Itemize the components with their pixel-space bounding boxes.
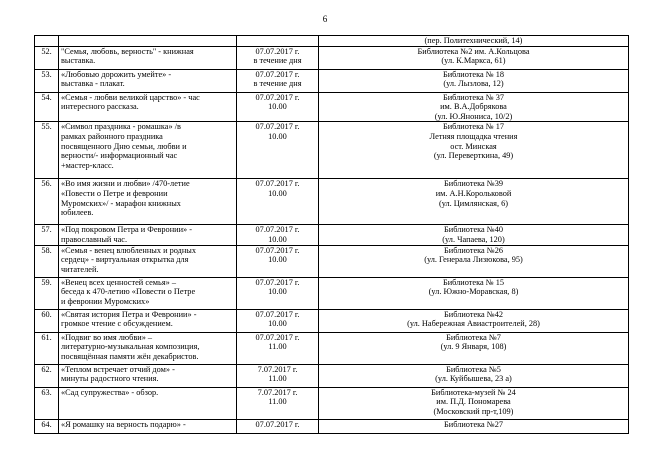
place-cell: [319, 36, 629, 47]
date-line: 07.07.2017 г.: [255, 46, 300, 56]
table-row: [35, 277, 629, 309]
event-line: посвященного Дню семьи, любви и: [61, 141, 187, 151]
row-number-cell: [35, 122, 59, 179]
event-line: литературно-музыкальная композиция,: [61, 342, 200, 352]
table-row: [35, 419, 629, 433]
row-number-cell: [35, 332, 59, 364]
date-cell: [237, 309, 319, 332]
place-line: (ул. 9 Января, 108): [440, 342, 507, 352]
date-cell: [237, 245, 319, 277]
date-cell: [237, 92, 319, 122]
event-line: «Семья - любви великой царство» - час: [61, 92, 200, 102]
event-line: и февронии Муромских»: [61, 296, 150, 306]
row-number-cell: [35, 179, 59, 225]
place-line: Библиотека №39: [443, 179, 504, 189]
date-line: 10.00: [268, 102, 287, 112]
row-number-cell: [35, 364, 59, 387]
event-line: +мастер-класс.: [61, 160, 114, 170]
date-line: в течение дня: [253, 79, 302, 89]
place-cell: [319, 309, 629, 332]
date-line: 7.07.2017 г.: [257, 364, 298, 374]
place-line: Библиотека № 15: [442, 277, 505, 287]
date-cell: [237, 179, 319, 225]
event-line: Муромских»/ - марафон книжных: [61, 198, 181, 208]
event-cell: [59, 419, 237, 433]
table-row: [35, 69, 629, 92]
event-line: посвящённая памяти жён декабристов.: [61, 351, 199, 361]
place-line: (ул. Переверткина, 49): [433, 151, 514, 161]
row-number: 63.: [41, 387, 52, 397]
row-number-cell: [35, 46, 59, 69]
event-line: минуты радостного чтения.: [61, 374, 159, 384]
event-cell: [59, 225, 237, 245]
table-row: [35, 179, 629, 225]
event-line: «Теплом встречает отчий дом» -: [61, 364, 175, 374]
table-row: [35, 122, 629, 179]
place-cell: [319, 277, 629, 309]
row-number-cell: [35, 245, 59, 277]
event-line: «Семья - венец влюбленных и родных: [61, 245, 197, 255]
date-line: 10.00: [268, 188, 287, 198]
event-cell: [59, 332, 237, 364]
event-line: выставка - плакат.: [61, 79, 125, 89]
row-number: 59.: [41, 277, 52, 287]
date-cell: [237, 46, 319, 69]
event-line: громкое чтение с обсуждением.: [61, 319, 173, 329]
event-line: «Венец всех ценностей семья» –: [61, 277, 177, 287]
event-cell: [59, 122, 237, 179]
place-cell: [319, 419, 629, 433]
event-line: «Я ромашку на верность подарю» -: [61, 419, 186, 429]
place-line: им. П.Д. Пономарева: [436, 397, 511, 407]
table-row: [35, 245, 629, 277]
event-line: верности/- информационный час: [61, 151, 178, 161]
place-line: ост. Минская: [450, 141, 497, 151]
event-line: «Любовью дорожить умейте» -: [61, 69, 172, 79]
event-line: рамках районного праздника: [61, 131, 163, 141]
date-line: в течение дня: [253, 56, 302, 66]
place-line: (ул. Чапаева, 120): [442, 234, 505, 244]
date-line: 07.07.2017 г.: [255, 225, 300, 235]
row-number: 55.: [41, 122, 52, 132]
place-line: Библиотека №26: [443, 245, 504, 255]
event-line: выставка.: [61, 56, 96, 66]
date-line: 07.07.2017 г.: [255, 245, 300, 255]
place-cell: [319, 179, 629, 225]
row-number: 57.: [41, 225, 52, 235]
place-line: Библиотека №5: [446, 364, 501, 374]
table-row: [35, 225, 629, 245]
place-line: (ул. Генерала Лизюкова, 95): [424, 255, 523, 265]
table-row: [35, 364, 629, 387]
date-line: 10.00: [268, 131, 287, 141]
event-cell: [59, 277, 237, 309]
place-line: (ул. Южно-Моравская, 8): [428, 287, 519, 297]
event-line: беседа к 470-летию «Повести о Петре: [61, 287, 196, 297]
place-cell: [319, 92, 629, 122]
date-cell: [237, 332, 319, 364]
row-number: 60.: [41, 309, 52, 319]
place-line: (ул. К.Маркса, 61): [441, 56, 506, 66]
date-line: 07.07.2017 г.: [255, 309, 300, 319]
event-cell: [59, 245, 237, 277]
row-number-cell: [35, 92, 59, 122]
event-cell: [59, 69, 237, 92]
date-line: 07.07.2017 г.: [255, 122, 300, 132]
date-line: 07.07.2017 г.: [255, 69, 300, 79]
event-line: «Во имя жизни и любви» /470-летие: [61, 179, 190, 189]
date-line: 07.07.2017 г.: [255, 419, 300, 429]
table-row: [35, 309, 629, 332]
date-cell: [237, 387, 319, 419]
row-number: 58.: [41, 245, 52, 255]
table-row: [35, 46, 629, 69]
event-cell: [59, 387, 237, 419]
row-number: 56.: [41, 179, 52, 189]
row-number: 64.: [41, 419, 52, 429]
place-line: Библиотека № 18: [442, 69, 505, 79]
event-line: "Семья, любовь, верность" - книжная: [61, 46, 194, 56]
date-line: 11.00: [268, 374, 287, 384]
date-cell: [237, 69, 319, 92]
place-cell: [319, 69, 629, 92]
place-line: Библиотека № 37: [442, 92, 505, 102]
table-row: [35, 36, 629, 47]
event-cell: [59, 92, 237, 122]
date-line: 07.07.2017 г.: [255, 332, 300, 342]
page-number: 6: [322, 14, 328, 24]
place-line: (ул. Лызлова, 12): [443, 79, 504, 89]
place-line: (ул. Набережная Авиастроителей, 28): [407, 319, 540, 329]
place-line: им. А.Н.Корольковой: [435, 188, 512, 198]
table-row: [35, 92, 629, 122]
place-cell: [319, 245, 629, 277]
row-number: 62.: [41, 364, 52, 374]
date-line: 07.07.2017 г.: [255, 277, 300, 287]
date-line: 07.07.2017 г.: [255, 92, 300, 102]
place-line: Библиотека №7: [446, 332, 501, 342]
place-line: Библиотека №2 им. А.Кольцова: [417, 46, 530, 56]
place-line: Библиотека №42: [443, 309, 504, 319]
event-line: «Сад супружества» - обзор.: [61, 387, 159, 397]
event-line: православный час.: [61, 234, 128, 244]
row-number: 61.: [41, 332, 52, 342]
date-line: 7.07.2017 г.: [257, 387, 298, 397]
date-cell: [237, 364, 319, 387]
place-cell: [319, 364, 629, 387]
date-cell: [237, 225, 319, 245]
place-line: (пер. Политехнический, 14): [424, 36, 523, 45]
place-cell: [319, 46, 629, 69]
place-line: Летняя площадка чтения: [429, 131, 518, 141]
place-line: (ул. Куйбышева, 23 а): [435, 374, 512, 384]
event-line: «Подвиг во имя любви» –: [61, 332, 153, 342]
date-line: 10.00: [268, 255, 287, 265]
place-line: Библиотека № 17: [442, 122, 505, 132]
date-line: 11.00: [268, 342, 287, 352]
date-line: 11.00: [268, 397, 287, 407]
table-row: [35, 387, 629, 419]
date-cell: [237, 277, 319, 309]
event-line: «Повести о Петре и февронии: [61, 188, 168, 198]
place-line: (Московский пр-т,109): [433, 406, 514, 416]
row-number-cell: [35, 36, 59, 47]
date-line: 10.00: [268, 287, 287, 297]
date-cell: [237, 419, 319, 433]
date-line: 10.00: [268, 234, 287, 244]
events-table-body: [35, 36, 629, 434]
place-line: им. В.А.Добрякова: [440, 102, 507, 112]
place-cell: [319, 387, 629, 419]
events-table: [34, 35, 629, 434]
date-line: 10.00: [268, 319, 287, 329]
event-line: интересного рассказа.: [61, 102, 139, 112]
place-cell: [319, 332, 629, 364]
place-line: (ул. Ю.Янониса, 10/2): [434, 111, 513, 121]
place-line: Библиотека-музей № 24: [431, 387, 516, 397]
event-line: сердец» - виртуальная открытка для: [61, 255, 189, 265]
event-line: юбилеев.: [61, 208, 94, 218]
row-number: 52.: [41, 46, 52, 56]
place-cell: [319, 225, 629, 245]
row-number-cell: [35, 419, 59, 433]
event-line: «Под покровом Петра и Февронии» -: [61, 225, 193, 235]
row-number-cell: [35, 277, 59, 309]
date-line: 07.07.2017 г.: [255, 179, 300, 189]
event-line: «Символ праздника - ромашка» /в: [61, 122, 181, 132]
event-cell: [59, 179, 237, 225]
event-cell: [59, 309, 237, 332]
row-number-cell: [35, 69, 59, 92]
place-line: (ул. Цимлянская, 6): [438, 198, 509, 208]
place-line: Библиотека №40: [443, 225, 504, 235]
row-number: 53.: [41, 69, 52, 79]
place-line: Библиотека №27: [443, 419, 504, 429]
place-cell: [319, 122, 629, 179]
event-cell: [59, 46, 237, 69]
date-cell: [237, 122, 319, 179]
date-cell: [237, 36, 319, 47]
row-number: 54.: [41, 92, 52, 102]
event-line: читателей.: [61, 264, 99, 274]
row-number-cell: [35, 225, 59, 245]
row-number-cell: [35, 387, 59, 419]
table-row: [35, 332, 629, 364]
event-line: «Святая история Петра и Февронии» -: [61, 309, 197, 319]
event-cell: [59, 36, 237, 47]
row-number-cell: [35, 309, 59, 332]
event-cell: [59, 364, 237, 387]
